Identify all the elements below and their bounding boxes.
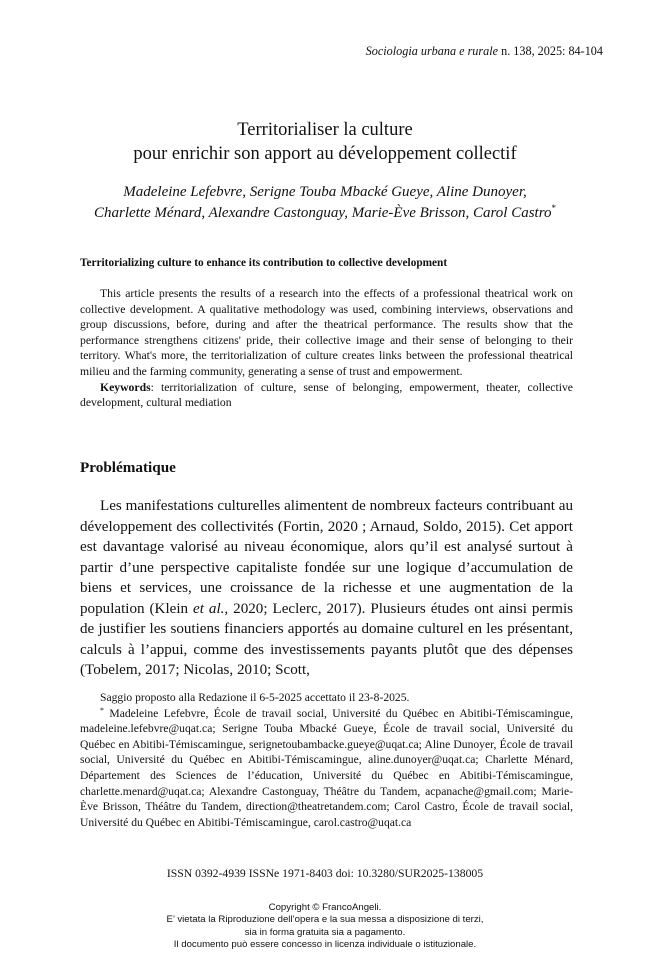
journal-issue: n. 138, 2025: 84-104 [498, 44, 603, 58]
keywords [80, 380, 573, 411]
paragraph-part-1: Les manifestations culturelles alimentent de nombreux facteurs contribuant au développement des collectivités (Fortin, 2020 ; Arnaud, Soldo, 2015). Cet apport est davantage valorisé au niveau économique, alors qu’il est analysé surtout à partir d’une perspective capitaliste fondée sur une logique d’accumulation de biens et services, une croissance de la richesse et une augmentation de la population (Klein [80, 498, 573, 617]
abstract-text: This article presents the results of a research into the effects of a professional theatrical work on collective development. A qualitative methodology was used, combining interviews, observations and group discussions, before, during and after the theatrical performance. The results show that the performance strengthens citizens' pride, their collective image and their sense of belonging to their territory. What's more, the territorialization of culture creates links between the professional theatrical milieu and the farming community, generating a sense of trust and empowerment. [80, 287, 573, 378]
title-line-2: pour enrichir son apport au développement collectif [133, 144, 517, 164]
keywords-list: : territorialization of culture, sense of belonging, empowerment, theater, collective development, cultural mediation [80, 380, 573, 410]
paragraph-part-2: , 2020; Leclerc, 2017). Plusieurs études ont ainsi permis de justifier les soutiens financiers apportés au domaine culturel en les présentant, calculs à l’appui, comme des investissements payants plutôt que des dépenses (Tobelem, 2017; Nicolas, 2010; Scott, [80, 600, 574, 678]
journal-name: Sociologia urbana e rurale [365, 44, 499, 58]
title-line-1: Territorialiser la culture [237, 120, 413, 140]
section-heading: Problématique [80, 459, 176, 476]
copyright-line-4: Il documento può essere concesso in licenza individuale o istituzionale. [173, 939, 477, 951]
copyright-line-3: sia in forma gratuita sia a pagamento. [244, 926, 406, 938]
copyright-line-2: E’ vietata la Riproduzione dell’opera e la sua messa a disposizione di terzi, [166, 914, 484, 926]
issn-line: ISSN 0392-4939 ISSNe 1971-8403 doi: 10.3280/SUR2025-138005 [166, 867, 484, 880]
copyright-line-1: Copyright © FrancoAngeli. [268, 902, 382, 913]
keywords-label: Keywords [100, 380, 151, 394]
journal-citation [366, 44, 603, 59]
author-footnote-marker: * [551, 203, 556, 213]
citation-et-al: et al. [193, 600, 225, 617]
english-title: Territorializing culture to enhance its contribution to collective development [80, 257, 448, 269]
authors-line-1: Madeleine Lefebvre, Serigne Touba Mbacké Gueye, Aline Dunoyer, [123, 184, 527, 200]
paragraph-text [80, 496, 573, 681]
affiliation-marker: * [100, 705, 104, 715]
affiliations-text: Madeleine Lefebvre, École de travail social, Université du Québec en Abitibi-Témiscamingue, madeleine.lefebvre@uqat.ca; Serigne Touba Mbacké Gueye, École de travail social, Université du Québec en Abitibi-Témiscamingue, serignetoubambacke.gueye@uqat.ca; Aline Dunoyer, École de travail social, Université du Québec en Abitibi-Témiscamingue, aline.dunoyer@uqat.ca; Charlette Ménard, Département des Sciences de l’éducation, Université du Québec en Abitibi-Témiscamingue, charlette.menard@uqat.ca; Alexandre Castonguay, Théâtre du Tandem, acpanache@gmail.com; Marie-Ève Brisson, Théâtre du Tandem, direction@theatretandem.com; Carol Castro, École de travail social, Université du Québec en Abitibi-Témiscamingue, carol.castro@uqat.ca [80, 706, 573, 829]
copyright-notice [0, 902, 650, 952]
author-list [0, 182, 650, 224]
body-paragraph [80, 496, 573, 681]
affiliations-note [80, 706, 573, 831]
submission-note: Saggio proposto alla Redazione il 6-5-2025 accettato il 23-8-2025. [100, 691, 410, 704]
authors-line-2: Charlette Ménard, Alexandre Castonguay, Marie-Ève Brisson, Carol Castro [94, 205, 552, 221]
abstract [80, 286, 573, 411]
footnotes [80, 690, 573, 830]
authors-line-2-wrap [0, 203, 650, 224]
article-title [0, 118, 650, 166]
